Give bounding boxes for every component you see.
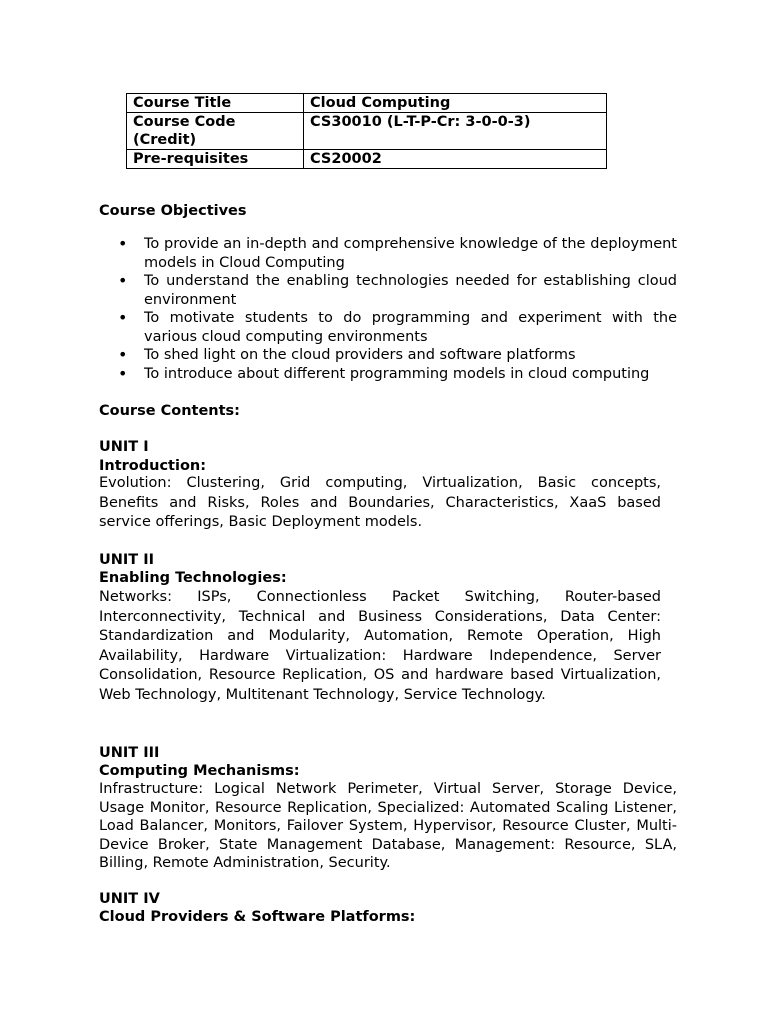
unit-1-body: Evolution: Clustering, Grid computing, Virtualization, Basic concepts, Benefits and Risks, Roles and Boundaries, Characteristics, XaaS based service offerings, Basic Deployment models. xyxy=(99,475,661,530)
objectives-list xyxy=(99,235,677,383)
unit-4-title: Cloud Providers & Software Platforms: xyxy=(99,909,416,925)
unit-2-title: Enabling Technologies: xyxy=(99,570,287,586)
bullet-icon: • xyxy=(118,271,128,290)
table-row xyxy=(127,150,607,169)
bullet-icon: • xyxy=(118,308,128,327)
table-row xyxy=(127,94,607,113)
objective-text: To motivate students to do programming and experiment with the various cloud computing environments xyxy=(144,310,677,345)
bullet-icon: • xyxy=(118,345,128,364)
objective-text: To introduce about different programming models in cloud computing xyxy=(144,365,650,382)
course-code-value: CS30010 (L-T-P-Cr: 3-0-0-3) xyxy=(304,113,607,150)
course-title-value: Cloud Computing xyxy=(304,94,607,113)
unit-1-label: UNIT I xyxy=(99,439,149,455)
list-item xyxy=(99,272,677,309)
unit-2-label: UNIT II xyxy=(99,552,155,568)
unit-3-title: Computing Mechanisms: xyxy=(99,763,300,779)
unit-4-label: UNIT IV xyxy=(99,891,160,907)
list-item xyxy=(99,346,677,365)
unit-1-title: Introduction: xyxy=(99,458,207,474)
prerequisites-value: CS20002 xyxy=(304,150,607,169)
bullet-icon: • xyxy=(118,234,128,253)
bullet-icon: • xyxy=(118,363,128,383)
prerequisites-label: Pre-requisites xyxy=(127,150,304,169)
list-item xyxy=(99,365,677,384)
table-row xyxy=(127,113,607,150)
unit-2-body: Networks: ISPs, Connectionless Packet Switching, Router-based Interconnectivity, Technical and Business Considerations, Data Center: Standardization and Modularity, Automation, Remote Operation, High Availability, Hardware Virtualization: Hardware Independence, Server Consolidation, Resource Replication, OS and hardware based Virtualization, Web Technology, Multitenant Technology, Service Technology. xyxy=(99,589,661,703)
course-code-label: Course Code (Credit) xyxy=(127,113,304,150)
list-item xyxy=(99,309,677,346)
unit-3-body: Infrastructure: Logical Network Perimeter, Virtual Server, Storage Device, Usage Monitor, Resource Replication, Specialized: Automated Scaling Listener, Load Balancer, Monitors, Failover System, Hypervisor, Resource Cluster, Multi-Device Broker, State Management Database, Management: Resource, SLA, Billing, Remote Administration, Security. xyxy=(99,781,677,871)
course-contents-heading: Course Contents: xyxy=(99,403,240,419)
objective-text: To provide an in-depth and comprehensive knowledge of the deployment models in Cloud Computing xyxy=(144,236,677,271)
list-item xyxy=(99,235,677,272)
course-info-table xyxy=(126,93,607,169)
objective-text: To understand the enabling technologies needed for establishing cloud environment xyxy=(144,273,677,308)
course-title-label: Course Title xyxy=(127,94,304,113)
objective-text: To shed light on the cloud providers and software platforms xyxy=(144,347,576,363)
course-objectives-heading: Course Objectives xyxy=(99,203,247,219)
unit-3-label: UNIT III xyxy=(99,745,160,761)
